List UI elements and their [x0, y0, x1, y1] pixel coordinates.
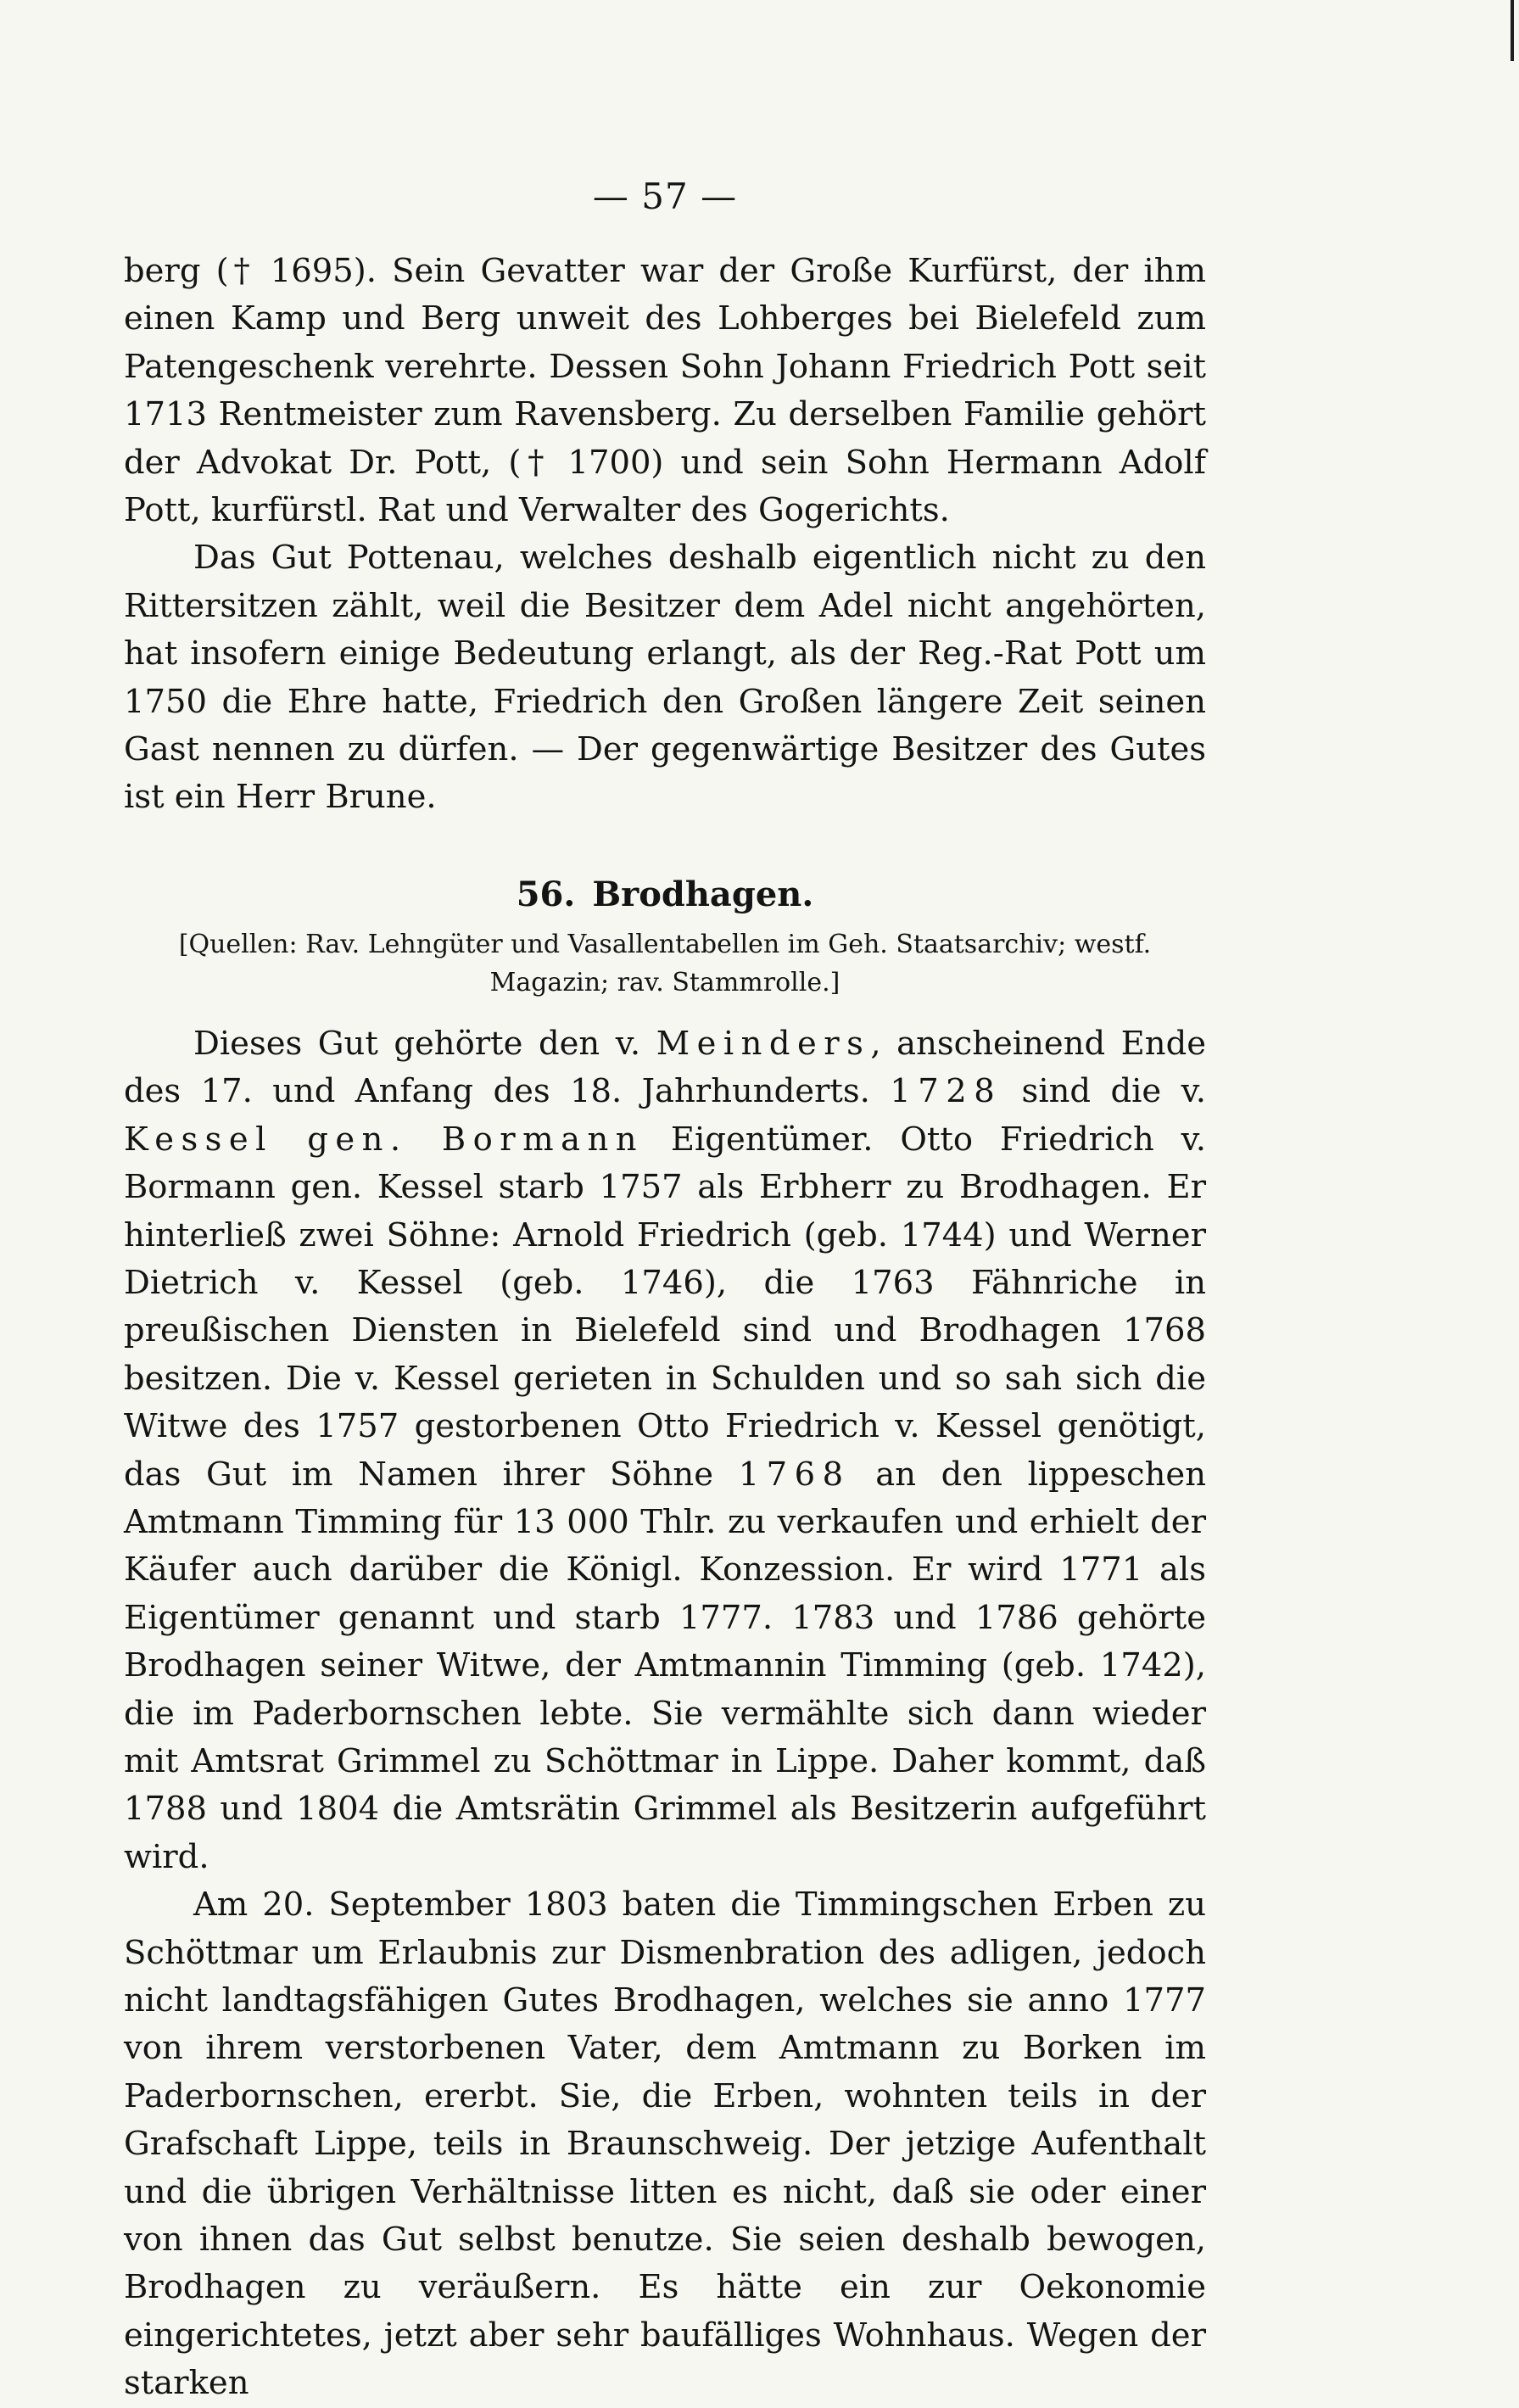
page-number: — 57 — [592, 176, 738, 217]
section-number: 56. [516, 874, 576, 914]
paragraph-3 [124, 1020, 1206, 1881]
spaced-year: 1728 [890, 1072, 1002, 1111]
paragraph-2 [124, 534, 1206, 821]
paragraph-1-text: berg († 1695). Sein Gevatter war der Große Kurfürst, der ihm einen Kamp und Berg unweit des Lohberges bei Bielefeld zum Patengeschenk verehrte. Dessen Sohn Johann Friedrich Pott seit 1713 Rentmeister zum Ravensberg. Zu derselben Familie gehört der Advokat Dr. Pott, († 1700) und sein Sohn Hermann Adolf Pott, kurfürstl. Rat und Verwalter des Gogerichts. [124, 252, 1206, 530]
paragraph-2-text: Das Gut Pottenau, welches deshalb eigentlich nicht zu den Rittersitzen zählt, weil die Besitzer dem Adel nicht angehörten, hat insofern einige Bedeutung erlangt, als der Reg.-Rat Pott um 1750 die Ehre hatte, Friedrich den Großen längere Zeit seinen Gast nennen zu dürfen. — Der gegenwärtige Besitzer des Gutes ist ein Herr Brune. [124, 539, 1206, 817]
document-page [124, 170, 1206, 2408]
text-segment: Eigentümer. Otto Friedrich v. Bormann gen. Kessel starb 1757 als Erbherr zu Brodhagen. Er hinterließ zwei Söhne: Arnold Friedrich (geb. 1744) und Werner Dietrich v. Kessel (geb. 1746), die 1763 Fähnriche in preußischen Diensten in Bielefeld sind und Brodhagen 1768 besitzen. Die v. Kessel gerieten in Schulden und so sah sich die Witwe des 1757 gestorbenen Otto Friedrich v. Kessel genötigt, das Gut im Namen ihrer Söhne [124, 1120, 1206, 1494]
text-segment: an den lippeschen Amtmann Timming für 13 000 Thlr. zu verkaufen und erhielt der Käufer auch darüber die Königl. Konzession. Er wird 1771 als Eigentümer genannt und starb 1777. 1783 und 1786 gehörte Brodhagen seiner Witwe, der Amtmannin Timming (geb. 1742), die im Paderbornschen lebte. Sie vermählte sich dann wieder mit Amtsrat Grimmel zu Schöttmar in Lippe. Daher kommt, daß 1788 und 1804 die Amtsrätin Grimmel als Besitzerin aufgeführt wird. [124, 1455, 1206, 1876]
section-title: Brodhagen. [592, 874, 814, 914]
paragraph-4-text: Am 20. September 1803 baten die Timmingschen Erben zu Schöttmar um Erlaubnis zur Dismenbration des adligen, jedoch nicht landtagsfähigen Gutes Brodhagen, welches sie anno 1777 von ihrem verstorbenen Vater, dem Amtmann zu Borken im Paderbornschen, ererbt. Sie, die Erben, wohnten teils in der Grafschaft Lippe, teils in Braunschweig. Der jetzige Aufenthalt und die übrigen Verhältnisse litten es nicht, daß sie oder einer von ihnen das Gut selbst benutze. Sie seien deshalb bewogen, Brodhagen zu veräußern. Es hätte ein zur Oekonomie eingerichtetes, jetzt aber sehr baufälliges Wohnhaus. Wegen der starken [124, 1886, 1206, 2403]
paragraph-1 [124, 248, 1206, 534]
intro-text [124, 248, 1206, 822]
text-segment: sind die v. [1002, 1072, 1207, 1111]
text-segment: , anscheinend Ende des 17. und Anfang des 18. Jahrhunderts. [124, 1024, 1207, 1111]
text-segment: Dieses Gut gehörte den v. [193, 1024, 656, 1063]
spaced-name: Meinders [656, 1024, 871, 1063]
section-text [124, 1020, 1206, 2408]
spaced-name: Kessel gen. Bormann [124, 1120, 645, 1159]
spaced-year: 1768 [738, 1455, 851, 1494]
paragraph-4 [124, 1881, 1206, 2407]
scan-edge-mark [1511, 0, 1514, 61]
section-sources: [Quellen: Rav. Lehngüter und Vasallentabellen im Geh. Staatsarchiv; westf. Magazin; rav. Stammrolle.] [178, 929, 1152, 997]
section-heading [124, 871, 1206, 919]
